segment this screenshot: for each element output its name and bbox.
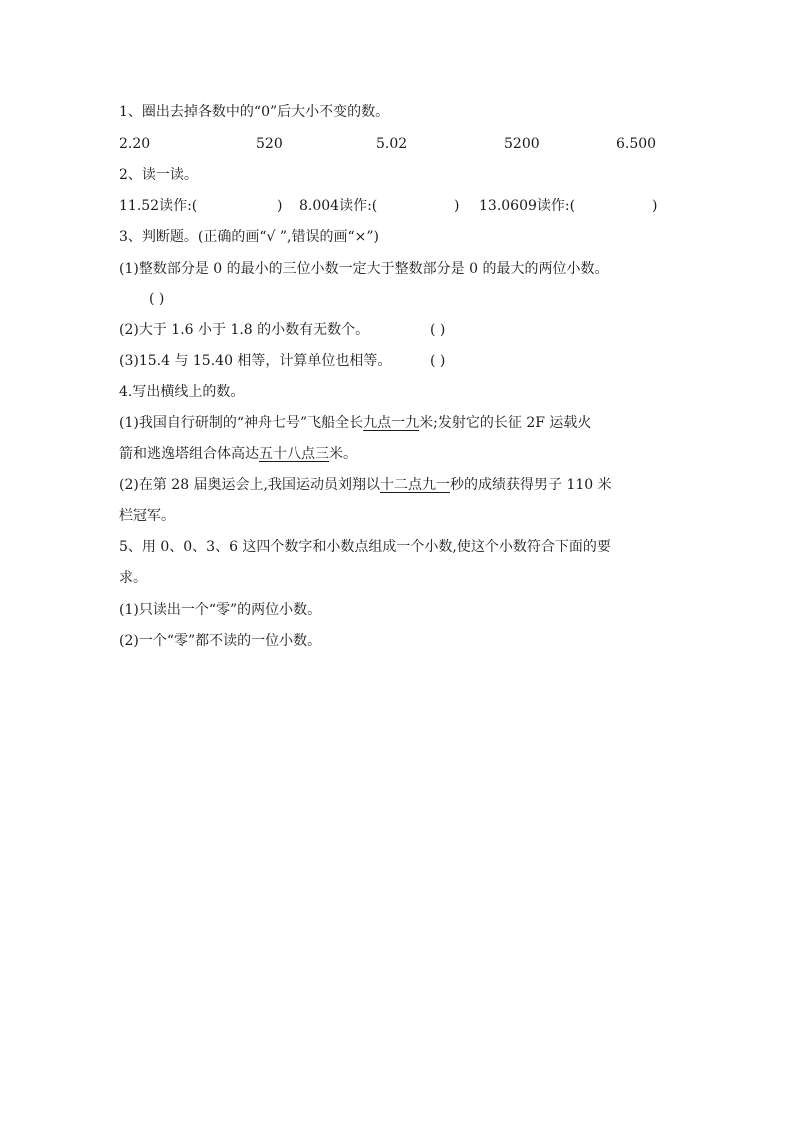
q2-items-row xyxy=(119,197,679,215)
q4-p1-text: (1)我国自行研制的“神舟七号”飞船全长 xyxy=(119,415,364,431)
q4-paragraph-2-line-1 xyxy=(119,476,612,494)
q4-title: 4.写出横线上的数。 xyxy=(119,384,245,400)
q1-number[interactable]: 5.02 xyxy=(376,136,408,152)
q4-p2-text: 秒的成绩获得男子 110 米 xyxy=(450,477,612,493)
q4-paragraph-2-line-2: 栏冠军。 xyxy=(119,508,175,524)
q2-item-label: 13.0609读作:( xyxy=(479,198,576,214)
q3-item-3-row xyxy=(119,352,679,370)
q4-p2-text: (2)在第 28 届奥运会上,我国运动员刘翔以 xyxy=(119,477,380,493)
q2-title: 2、读一读。 xyxy=(119,167,198,183)
q3-item-3: (3)15.4 与 15.40 相等，计算单位也相等。 xyxy=(119,353,392,369)
q5-item-1: (1)只读出一个“零”的两位小数。 xyxy=(119,602,322,618)
q4-paragraph-1-line-1 xyxy=(119,414,591,432)
q2-item-close: ) xyxy=(454,198,460,214)
q2-item-label: 11.52读作:( xyxy=(119,198,198,214)
q1-number-row xyxy=(119,135,679,153)
q3-item-2-answer[interactable]: ( ) xyxy=(430,322,446,338)
q3-item-1-answer[interactable]: ( ) xyxy=(149,291,165,307)
q3-item-2: (2)大于 1.6 小于 1.8 的小数有无数个。 xyxy=(119,322,370,338)
q3-item-3-answer[interactable]: ( ) xyxy=(430,353,446,369)
q4-p1-underlined-number: 五十八点三 xyxy=(259,446,329,462)
q4-p2-underlined-number: 十二点九一 xyxy=(380,477,450,493)
q5-title-line-1: 5、用 0、0、3、6 这四个数字和小数点组成一个小数,使这个小数符合下面的要 xyxy=(119,539,611,555)
q5-title-line-2: 求。 xyxy=(119,570,147,586)
q4-paragraph-1-line-2 xyxy=(119,445,357,463)
q4-p1-text: 米;发射它的长征 2F 运载火 xyxy=(419,415,592,431)
q3-item-1: (1)整数部分是 0 的最小的三位小数一定大于整数部分是 0 的最大的两位小数。 xyxy=(119,261,609,277)
q1-number[interactable]: 520 xyxy=(256,136,283,152)
q2-item-close: ) xyxy=(652,198,658,214)
q4-p1-text: 箭和逃逸塔组合体高达 xyxy=(119,446,259,462)
q2-item-close: ) xyxy=(277,198,283,214)
q1-number[interactable]: 2.20 xyxy=(119,136,151,152)
q4-p1-underlined-number: 九点一九 xyxy=(363,415,420,431)
q2-item-label: 8.004读作:( xyxy=(299,198,378,214)
q4-p1-text: 米。 xyxy=(329,446,357,462)
q3-title: 3、判断题。(正确的画“√ ”,错误的画“×”) xyxy=(119,229,380,245)
q5-item-2: (2)一个“零”都不读的一位小数。 xyxy=(119,633,322,649)
q1-number[interactable]: 6.500 xyxy=(616,136,657,152)
q3-item-2-row xyxy=(119,321,679,339)
q1-number[interactable]: 5200 xyxy=(504,136,540,152)
q1-title: 1、圈出去掉各数中的“0”后大小不变的数。 xyxy=(119,104,390,120)
